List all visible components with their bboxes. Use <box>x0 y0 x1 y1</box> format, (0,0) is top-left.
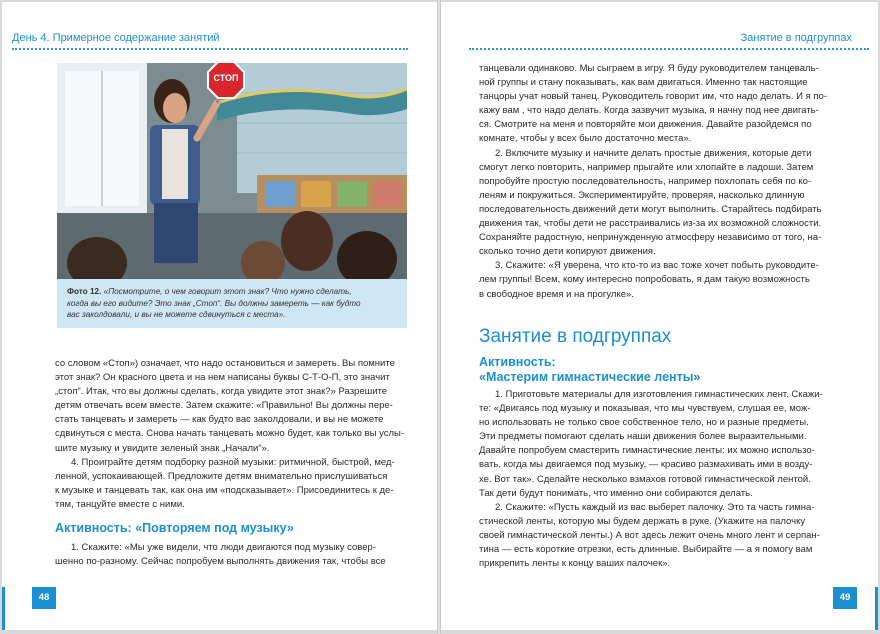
text-line: лем группы! Всем, кому интересно попробовать, я дам такую возможность <box>479 274 810 286</box>
right-body-text-bottom <box>479 355 829 571</box>
text-line: комнате, чтобы у всех было достаточно места». <box>479 133 692 145</box>
text-line: сколько точно дети копируют движения. <box>479 246 656 258</box>
caption-line-2: когда вы его видите? Это знак „Стоп“. Вы должны замереть — как будто <box>67 298 361 308</box>
text-line: стической ленты, которую мы будем держать в руке. (Укажите на палочку <box>479 515 806 527</box>
right-body-text-top <box>479 62 829 302</box>
text-line: тям, танцуйте вместе с ними. <box>55 498 185 510</box>
text-line: кажу вам , что надо делать. Когда зазвучит музыка, я начну под нее двигать- <box>479 105 819 117</box>
text-line: ной группы и стану показывать, как вам двигаться. Именно так настоящие <box>479 77 808 89</box>
text-line: смогут легко повторить, например прыгайте или хлопайте в ладоши. Затем <box>479 161 814 173</box>
activity-heading-line-1: Активность: <box>479 355 556 369</box>
text-line: шенно по-разному. Сейчас попробуем выполнять движения так, чтобы все <box>55 556 386 568</box>
caption-label: Фото 12. <box>67 287 102 296</box>
page-edge-bar-left <box>2 587 5 630</box>
text-line: Сохраняйте радостную, непринужденную атмосферу независимо от того, на- <box>479 232 822 244</box>
text-line: но использовать не только свое собственное тело, но и разные предметы. <box>479 417 809 429</box>
activity-heading: Активность: «Повторяем под музыку» <box>55 521 294 536</box>
text-line: попробуйте простую последовательность, например похлопать себя по ко- <box>479 175 812 187</box>
text-line: „стоп“. Итак, что вы должны сделать, когда увидите этот знак?» Разрешите <box>55 386 388 398</box>
text-line: леням и покружиться. Экспериментируйте, проверяя, насколько длинную <box>479 189 805 201</box>
text-line: к музыке и танцевать так, как она им «подсказывает». Присоединитесь к де- <box>55 484 394 496</box>
header-dotted-rule <box>12 48 408 50</box>
running-head-left: День 4. Примерное содержание занятий <box>12 32 220 44</box>
text-line: в свободное время и на прогулке». <box>479 288 634 300</box>
text-line: 4. Проиграйте детям подборку разной музыки: ритмичной, быстрой, мед- <box>71 456 395 468</box>
page-number-left: 48 <box>32 587 56 609</box>
photo-stop-sign <box>57 63 407 279</box>
text-line: Так дети будут понимать, что именно они собираются делать. <box>479 487 753 499</box>
text-line: 3. Скажите: «Я уверена, что кто-то из вас тоже хочет побыть руководите- <box>495 260 819 272</box>
text-line: вать, когда мы двигаемся под музыку, — красиво размахивать ими в возду- <box>479 459 813 471</box>
text-line: 1. Скажите: «Мы уже видели, что люди двигаются под музыку совер- <box>71 542 376 554</box>
left-page <box>2 2 439 630</box>
text-line: детям отвечать всем вместе. Затем скажите: «Правильно! Вы должны пере- <box>55 400 393 412</box>
text-line: 1. Приготовьте материалы для изготовления гимнастических лент. Скажи- <box>495 389 823 400</box>
text-line: те: «Двигаясь под музыку и показывая, что мы чувствуем, слушая ее, мож- <box>479 403 811 415</box>
text-line: стать танцевать и замереть — как будто вас заколдовали, и вы не можете <box>55 414 384 426</box>
text-line: 2. Включите музыку и начните делать простые движения, которые дети <box>495 147 812 159</box>
text-line: шите музыку и увидите зеленый знак „Начали“». <box>55 442 270 454</box>
text-line: сдвинуться с места. Снова начать танцевать можно будет, как только вы услы- <box>55 428 404 440</box>
right-page <box>441 2 878 630</box>
text-line: своей гимнастической ленты.) А вот здесь лежит очень много лент и серпан- <box>479 529 820 541</box>
text-line: со словом «Стоп») означает, что надо остановиться и замереть. Вы помните <box>55 358 395 369</box>
text-line: ся. Смотрите на меня и повторяйте мои движения. Давайте разойдемся по <box>479 119 812 131</box>
photo-caption <box>57 279 407 328</box>
running-head-right: Занятие в подгруппах <box>740 32 852 44</box>
text-line: хе. Вот так». Сделайте несколько взмахов готовой гимнастической лентой. <box>479 473 811 485</box>
text-line: Эти предметы помогают сделать наши движения более выразительными. <box>479 431 807 443</box>
header-dotted-rule <box>469 48 869 50</box>
stop-sign-text: СТОП <box>213 73 239 83</box>
page-number-right: 49 <box>833 587 857 609</box>
text-line: танцоры учат новый танец. Руководитель говорит им, что надо делать. И я по- <box>479 91 828 103</box>
section-heading: Занятие в подгруппах <box>479 326 672 347</box>
text-line: танцевали одинаково. Мы сыграем в игру. Я буду руководителем танцеваль- <box>479 63 819 74</box>
text-line: тина — есть короткие отрезки, есть длинные. Выбирайте — а я помогу вам <box>479 544 813 556</box>
text-line: этот знак? Он красного цвета и на нем написаны буквы С-Т-О-П, это значит <box>55 372 390 384</box>
text-line: 2. Скажите: «Пусть каждый из вас выберет палочку. Это та часть гимна- <box>495 501 815 513</box>
activity-heading-line-2: «Мастерим гимнастические ленты» <box>479 370 701 384</box>
text-line: движения так, чтобы дети не расстраивались из-за их возможной сложности. <box>479 218 822 230</box>
text-line: последовательность движений дети могут выполнить. Старайтесь подбирать <box>479 203 822 215</box>
text-line: прикрепить ленты к концу ваших палочек». <box>479 558 671 570</box>
page-edge-bar-right <box>875 587 878 630</box>
text-line: ленной, успокаивающей. Предложите детям внимательно прислушиваться <box>55 470 388 482</box>
caption-line-3: вас заколдовали, и вы не можете сдвинуться с места». <box>67 310 286 319</box>
left-body-text <box>55 357 408 569</box>
caption-line-1: Фото 12. «Посмотрите, о чем говорит этот знак? Что нужно сделать, <box>67 287 352 296</box>
text-line: Давайте попробуем смастерить гимнастические ленты: их можно использо- <box>479 445 815 457</box>
